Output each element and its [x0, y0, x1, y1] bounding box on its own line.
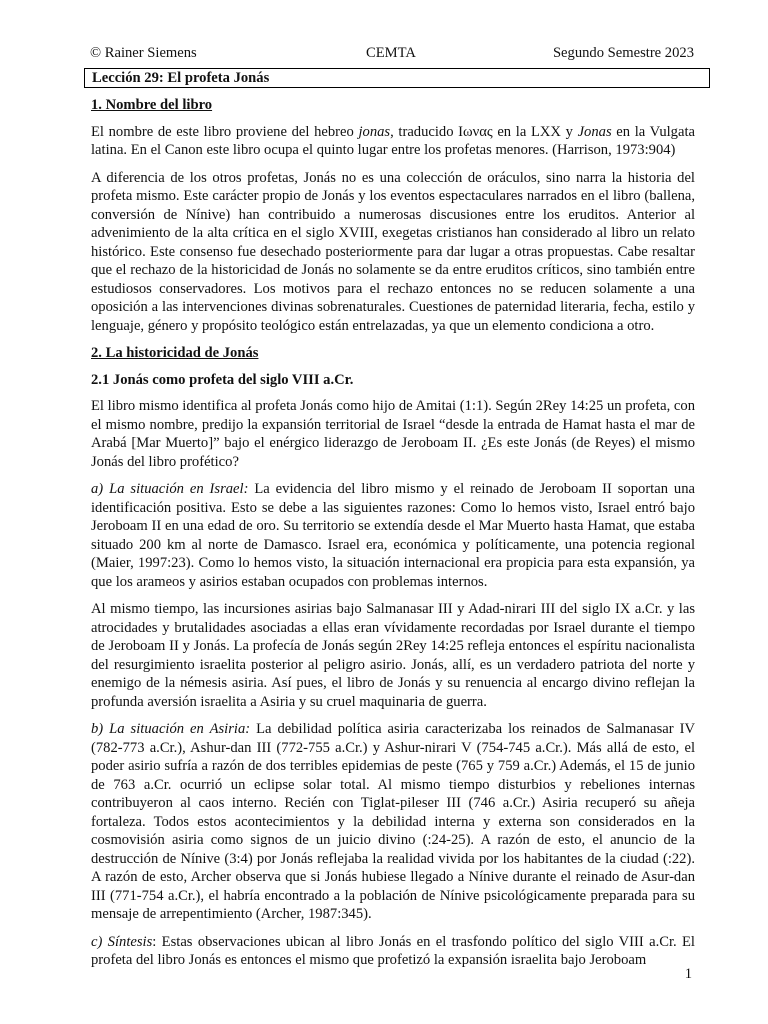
section-heading-2: 2. La historicidad de Jonás — [91, 345, 259, 361]
paragraph-incursiones-asirias: Al mismo tiempo, las incursiones asirias bajo Salmanasar III y Adad-nirari III del siglo IX a.Cr. y las atrocidades y brutalidades asociadas a ellas eran vívidamente recordadas por Israel durante el tiempo de Jeroboam II y Jonás. La profecía de Jonás según 2Rey 14:25 refleja entonces el espíritu nacionalista del resurgimiento israelita posterior al peligro asirio. Jonás, allí, es un verdadero patriota del norte y enemigo de la némesis asiria. Así pues, el libro de Jonás y su renuencia al encargo divino reflejan la profunda aversión israelita a Asiria y su cruel maquinaria de guerra. — [91, 601, 695, 710]
paragraph-situacion-israel: a) La situación en Israel: La evidencia del libro mismo y el reinado de Jeroboam II soportan una identificación positiva. Esto se debe a las siguientes razones: Como lo hemos visto, Israel entró bajo Jeroboam II en una edad de oro. Su territorio se extendía desde el Mar Muerto hasta Hamat, que estaba situado 200 km al norte de Damasco. Israel era, económica y políticamente, una potencia regional (Maier, 1997:23). Como lo hemos visto, la situación internacional era propicia para esta expansión, ya que los arameos y asirios estaban ocupados con problemas internos. — [91, 481, 695, 590]
lesson-title: Lección 29: El profeta Jonás — [84, 68, 710, 88]
header-semester: Segundo Semestre 2023 — [552, 45, 694, 61]
paragraph-nombre-1: El nombre de este libro proviene del hebreo jonas, traducido Ιωνας en la LXX y Jonas en la Vulgata latina. En el Canon este libro ocupa el quinto lugar entre los profetas menores. (Harrison, 1973:904) — [91, 123, 695, 158]
document-body — [91, 96, 695, 979]
paragraph-historicidad-1: El libro mismo identifica al profeta Jonás como hijo de Amitai (1:1). Según 2Rey 14:25 un profeta, con el mismo nombre, predijo la expansión territorial de Israel “desde la entrada de Hamat hasta el mar de Arabá [Mar Muerto]” bajo el enérgico liderazgo de Jeroboam II. ¿Es este Jonás (de Reyes) el mismo Jonás del libro profético? — [91, 398, 695, 470]
page-header — [90, 44, 694, 62]
paragraph-situacion-asiria: b) La situación en Asiria: La debilidad política asiria caracterizaba los reinados de Salmanasar IV (782-773 a.Cr.), Ashur-dan III (772-755 a.Cr.) y Ashur-nirari V (754-745 a.Cr.). Más allá de esto, el poder asirio sufría a razón de dos terribles epidemias de peste (765 y 759 a.Cr.) Además, el 15 de junio de 763 a.Cr. ocurrió un eclipse solar total. Al mismo tiempo disturbios y rebeliones internas contribuyeron al caos interno. Recién con Tiglat-pileser III (746 a.Cr.) Asiria recuperó su añeja fortaleza. Todos estos acontecimientos y la debilidad interna y externa son considerados en la cosmovisión asiria como signos de un juicio divino (:24-25). A razón de esto, el anuncio de la destrucción de Nínive (3:4) por Jonás reflejaba la realidad vivida por los habitantes de la ciudad (:22). A razón de esto, Archer observa que si Jonás hubiese llegado a Nínive durante el reinado de Asur-dan III (771-754 a.Cr.), el habría encontrado a la población de Nínive psicológicamente preparada para su mensaje de arrepentimiento (Archer, 1987:345). — [91, 721, 695, 922]
paragraph-nombre-2: A diferencia de los otros profetas, Jonás no es una colección de oráculos, sino narra la historia del profeta mismo. Este carácter propio de Jonás y los eventos espectaculares narrados en el libro (ballena, conversión de Nínive) han contribuido a numerosas discusiones entre los eruditos. Anterior al advenimiento de la alta crítica en el siglo XVIII, exegetas cristianos han considerado al libro un relato histórico. Este consenso fue desechado posteriormente para dar lugar a otras propuestas. Cabe resaltar que el rechazo de la historicidad de Jonás no solamente se da entre eruditos críticos, sino también entre estudiosos conservadores. Los motivos para el rechazo entonces no se reducen solamente a una oposición a las intervenciones divinas sobrenaturales. Cuestiones de paternidad literaria, fecha, estilo y lenguaje, género y propósito teológico están entrelazadas, ya que un elemento condiciona a otro. — [91, 169, 695, 334]
paragraph-sintesis: c) Síntesis: Estas observaciones ubican al libro Jonás en el trasfondo político del siglo VIII a.Cr. El profeta del libro Jonás es entonces el mismo que profetizó la expansión israelita bajo Jeroboam — [91, 933, 695, 968]
section-heading-1: 1. Nombre del libro — [91, 97, 213, 113]
subsection-heading-2-1: 2.1 Jonás como profeta del siglo VIII a.Cr. — [91, 371, 354, 388]
header-author: © Rainer Siemens — [90, 45, 197, 61]
page-number: 1 — [684, 966, 692, 982]
header-institution: CEMTA — [366, 45, 416, 61]
